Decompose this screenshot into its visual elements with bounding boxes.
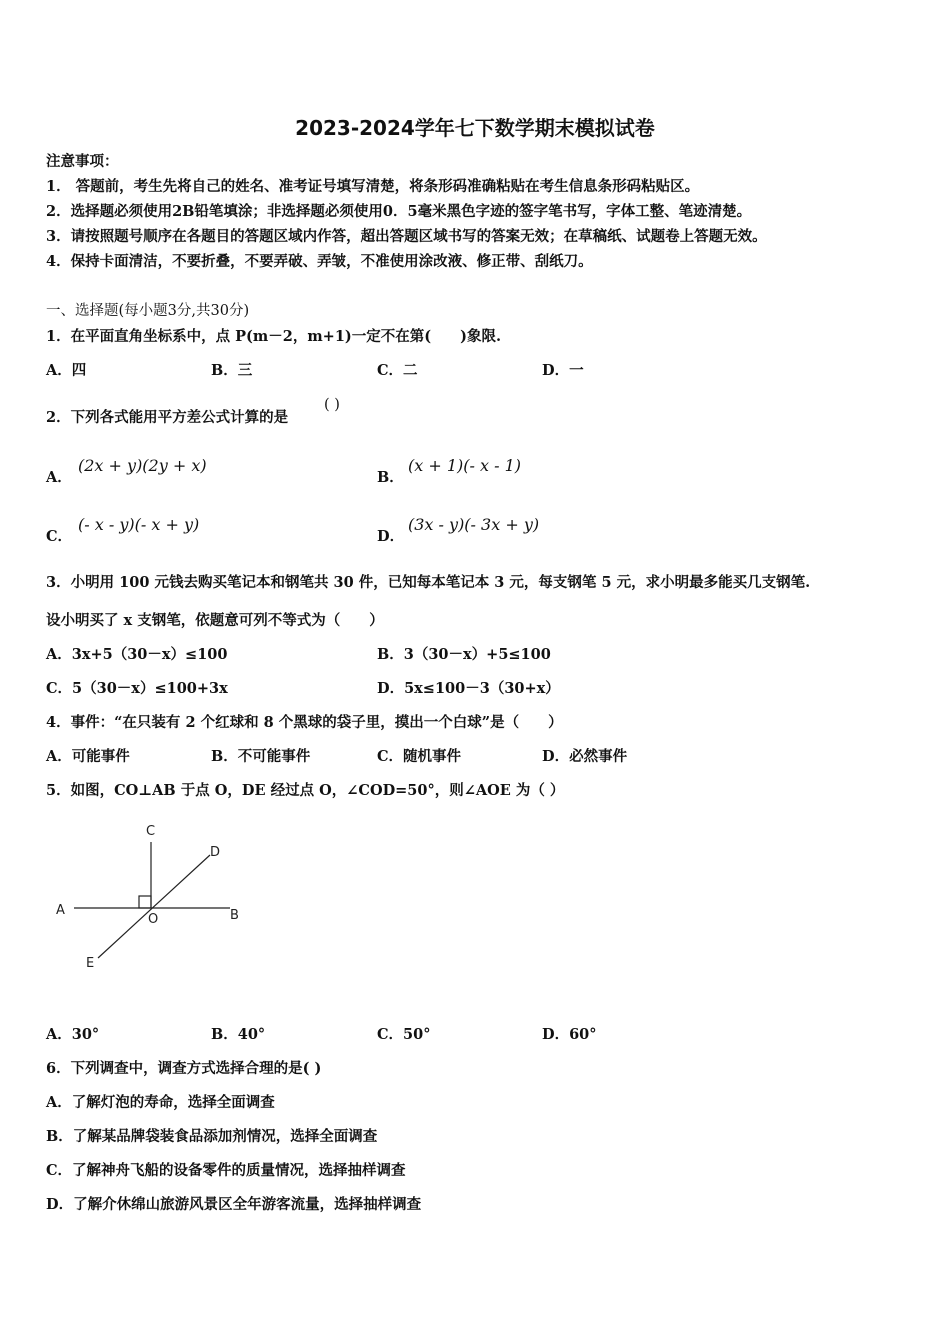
q2-option-b-expr: (x + 1)(- x - 1) — [408, 456, 522, 475]
q6-option-d: D．了解介休绵山旅游风景区全年游客流量，选择抽样调查 — [46, 1196, 422, 1213]
q3-option-a: A．3x+5（30－x）≤100 — [46, 646, 228, 663]
label-d: D — [210, 845, 221, 860]
q5-option-c: C．50° — [377, 1026, 431, 1043]
notice-item: 3．请按照题号顺序在各题目的答题区域内作答，超出答题区域书写的答案无效；在草稿纸、试题卷上答题无效。 — [46, 228, 767, 245]
q6-option-b: B．了解某品牌袋装食品添加剂情况，选择全面调查 — [46, 1128, 378, 1145]
label-o: O — [148, 912, 159, 927]
question-3-stem-line2: 设小明买了 x 支钢笔，依题意可列不等式为（ ） — [46, 612, 384, 629]
question-4-stem: 4．事件：“在只装有 2 个红球和 8 个黑球的袋子里，摸出一个白球”是（ ） — [46, 714, 563, 731]
q3-option-c: C．5（30－x）≤100+3x — [46, 680, 228, 697]
q5-option-b: B．40° — [211, 1026, 266, 1043]
q2-option-c-label: C． — [46, 528, 73, 545]
notice-heading: 注意事项： — [46, 153, 119, 170]
notice-item: 1． 答题前，考生先将自己的姓名、准考证号填写清楚，将条形码准确粘贴在考生信息条形码粘贴区。 — [46, 178, 700, 195]
q1-option-d: D．一 — [542, 362, 584, 379]
question-3-stem-line1: 3．小明用 100 元钱去购买笔记本和钢笔共 30 件，已知每本笔记本 3 元，每支钢笔 5 元，求小明最多能买几支钢笔. — [46, 574, 811, 591]
q2-option-c-expr: (- x - y)(- x + y) — [78, 515, 200, 534]
notice-item: 2．选择题必须使用2B铅笔填涂；非选择题必须使用0．5毫米黑色字迹的签字笔书写，字体工整、笔迹清楚。 — [46, 203, 752, 220]
section-heading: 一、选择题(每小题3分,共30分) — [46, 303, 250, 319]
q2-option-a-label: A． — [46, 469, 72, 486]
q2-option-d-expr: (3x - y)(- 3x + y) — [408, 515, 540, 534]
q2-answer-paren: ( ) — [324, 397, 340, 413]
q1-option-c: C．二 — [377, 362, 418, 379]
label-a: A — [56, 903, 65, 918]
question-1-stem: 1．在平面直角坐标系中，点 P(m－2，m+1)一定不在第( )象限. — [46, 328, 502, 345]
q6-option-a: A．了解灯泡的寿命，选择全面调查 — [46, 1094, 275, 1111]
question-2-stem: 2．下列各式能用平方差公式计算的是 — [46, 409, 289, 426]
q5-option-d: D．60° — [542, 1026, 597, 1043]
q2-option-a-expr: (2x + y)(2y + x) — [78, 456, 207, 475]
q2-option-b-label: B． — [377, 469, 404, 486]
q1-option-a: A．四 — [46, 362, 87, 379]
label-b: B — [230, 908, 239, 923]
question-5-stem: 5．如图，CO⊥AB 于点 O，DE 经过点 O，∠COD=50°，则∠AOE 为（ ） — [46, 782, 565, 799]
q4-option-a: A．可能事件 — [46, 748, 130, 765]
right-angle-marker — [139, 896, 151, 908]
q4-option-b: B．不可能事件 — [211, 748, 311, 765]
line-de — [98, 855, 210, 958]
q2-option-d-label: D． — [377, 528, 405, 545]
notice-item: 4．保持卡面清洁，不要折叠，不要弄破、弄皱，不准使用涂改液、修正带、刮纸刀。 — [46, 253, 593, 270]
q4-option-d: D．必然事件 — [542, 748, 628, 765]
page-title: 2023-2024学年七下数学期末模拟试卷 — [295, 116, 655, 140]
q5-option-a: A．30° — [46, 1026, 100, 1043]
q4-option-c: C．随机事件 — [377, 748, 462, 765]
label-e: E — [86, 956, 95, 971]
q3-option-b: B．3（30－x）+5≤100 — [377, 646, 551, 663]
label-c: C — [146, 824, 156, 839]
q1-option-b: B．三 — [211, 362, 253, 379]
q6-option-c: C．了解神舟飞船的设备零件的质量情况，选择抽样调查 — [46, 1162, 406, 1179]
q5-geometry-figure — [50, 815, 250, 975]
q3-option-d: D．5x≤100－3（30+x） — [377, 680, 560, 697]
question-6-stem: 6．下列调查中，调查方式选择合理的是( ) — [46, 1060, 322, 1077]
